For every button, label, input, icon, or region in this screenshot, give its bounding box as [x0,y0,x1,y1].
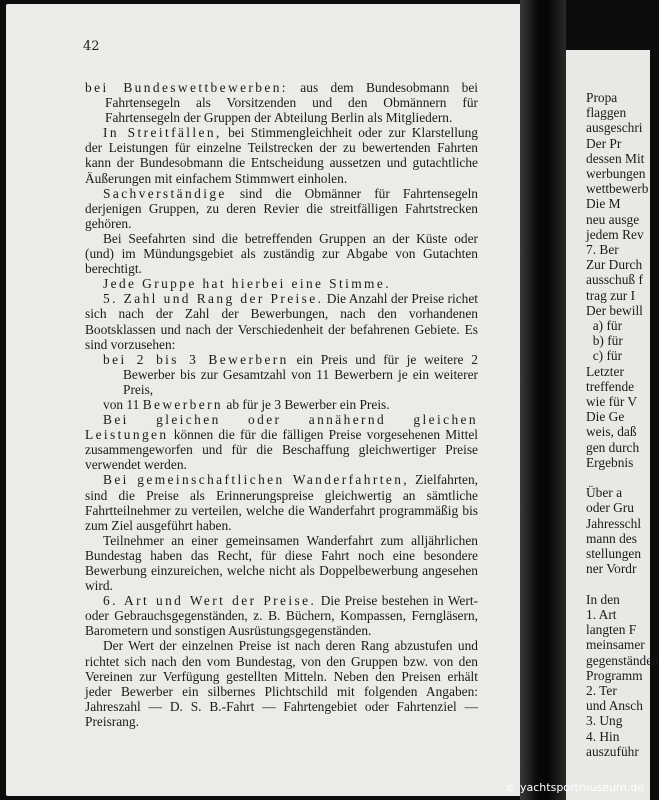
spaced-term: Bei gemeinschaftlichen Wanderfahrten, [103,472,410,488]
paragraph-text: aus dem Bundesobmann bei Fahrtensegeln als Vorsitzenden und den Obmännern für Fahrtensegeln der Gruppen der Abteilung Berlin als Mitgliedern. [105,80,479,126]
copyright-watermark: © yachtsportmuseum.de [505,781,644,794]
page-body-text [85,80,478,729]
paragraph-bundeswettbewerbe [85,80,478,125]
paragraph-bundestag: Teilnehmer an einer gemeinsamen Wanderfahrt zum alljährlichen Bundestag haben das Recht, für diese Fahrt noch eine besondere Bewerbung einzureichen, welche nicht als Doppelbewerbung angesehen wird. [85,532,478,594]
section-heading: 6. Art und Wert der Preise. [103,593,317,609]
paragraph-text: ein Preis und für je weitere 2 Bewerber bis zur Gesamtzahl von 11 Bewerbern je ein weiterer Preis, [123,351,478,397]
paragraph-wanderfahrten [85,472,478,532]
spaced-term: bei Bundeswettbewerben: [85,80,288,95]
spaced-term: bei 2 bis 3 Bewerbern [103,351,289,367]
paragraph-seefahrten: Bei Seefahrten sind die betreffenden Gruppen an der Küste oder (und) im Mündungsgebiet als zuständig zur Abgabe von Gutachten berechtigt. [85,230,478,277]
right-page [566,50,659,800]
paragraph-text: von 11 [103,396,143,412]
book-gutter [520,0,566,800]
right-page-text-fragment: Propa flaggen ausgeschri Der Pr dessen Mit werbungen wettbewerb Die M neu ausge jedem Rev 7. Ber Zur Durch ausschuß f trag zur I Der bewill a) für b) für c) für Letzter treffende wie für V Die Ge weis, daß gen durch Ergebnis Über a oder Gru Jahresschl mann des stellungen ner Vordr In den 1. Art langten F meinsamer gegenständen Programm 2. Ter und Ansch 3. Ung 4. Hin auszuführ [586,90,659,759]
paragraph-streitfaelle [85,125,478,185]
paragraph-stimme: Jede Gruppe hat hierbei eine Stimme. [103,276,391,292]
list-item-2-3-bewerber [85,352,478,397]
spaced-term: Bewerbern [142,396,224,412]
paragraph-text: Die Preise bestehen in Wert- oder Gebrauchsgegenständen, z. B. Büchern, Kompassen, Ferngläsern, Barometern und sonstigen Ausrüstungsgegenständen. [85,593,478,639]
list-item-11-bewerber [85,397,478,412]
section-zahl-und-rang [85,291,478,351]
paragraph-text: Die Anzahl der Preise richet sich nach der Zahl der Bewerbungen, nach den vorhandenen Bootsklassen und nach der Verschiedenheit der befahrenen Gebiete. Es sind vorzusehen: [85,291,479,352]
spaced-term: In Streitfällen, [103,125,222,141]
paragraph-gleiche-leistungen [85,412,478,472]
spaced-term: Bei gleichen oder annähernd gleichen Leistungen [85,412,478,443]
page-number: 42 [83,39,100,54]
section-heading: 5. Zahl und Rang der Preise. [103,291,324,307]
section-art-und-wert [85,593,478,638]
paragraph-text: sind die Obmänner für Fahrtensegeln derjenigen Gruppen, zu deren Revier die streitfälligen Fahrtstrecken gehören. [85,185,478,231]
paragraph-text: Zielfahrten, sind die Preise als Erinnerungspreise gleichwertig an sämtliche Fahrtteilnehmer zu verteilen, welche die Wanderfahrt programmäßig bis zum Ziel ausgeführt haben. [85,472,478,533]
paragraph-text: ab für je 3 Bewerber ein Preis. [223,396,390,412]
paragraph-text: können die für die fälligen Preise vorgesehenen Mittel zusammengeworfen und für die Beschaffung gleichwertiger Preise verwendet werden. [85,427,478,473]
paragraph-sachverstaendige [85,186,478,231]
paragraph-text: bei Stimmengleichheit oder zur Klarstellung der Leistungen für einzelne Teilstrecken der zu bewertenden Fahrten kann der Bundesobmann die Entscheidung aussetzen und gutachtliche Äußerungen mit einfachem Stimmwert einholen. [85,125,478,186]
paragraph-wert-der-preise: Der Wert der einzelnen Preise ist nach deren Rang abzustufen und richtet sich nach den vom Bundestag, von den Gruppen bzw. von den Vereinen zur Verfügung gestellten Mitteln. Neben den Preisen erhält jeder Bewerber ein silbernes Plichtschild mit folgenden Angaben: Jahreszahl — D. S. B.-Fahrt — Fahrtengebiet oder Fahrtenziel — Preisrang. [85,638,478,729]
spaced-term: Sachverständige [103,185,227,201]
